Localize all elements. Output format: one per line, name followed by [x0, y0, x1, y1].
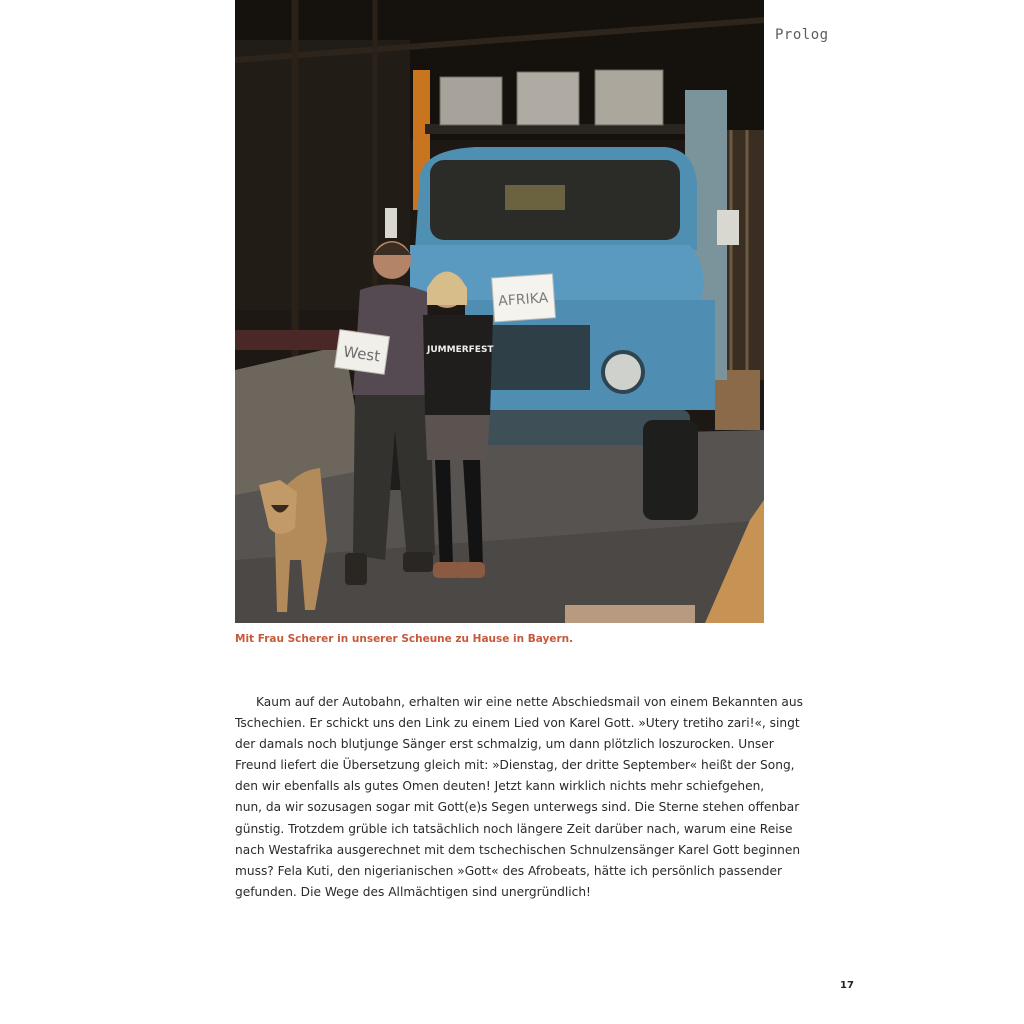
section-title: Prolog	[775, 27, 829, 43]
body-paragraph	[235, 692, 803, 903]
photo-truck-couple-dog	[235, 0, 764, 623]
photo-caption: Mit Frau Scherer in unserer Scheune zu Hause in Bayern.	[235, 633, 574, 645]
body-line: Kaum auf der Autobahn, erhalten wir eine nette Abschiedsmail von einem Bekannten aus	[256, 695, 803, 709]
body-line: muss? Fela Kuti, den nigerianischen »Gott« des Afrobeats, hätte ich persönlich passender	[235, 863, 782, 878]
sign-afrika	[492, 274, 556, 322]
svg-text:AFRIKA: AFRIKA	[497, 290, 549, 310]
body-line: gefunden. Die Wege des Allmächtigen sind unergründlich!	[235, 884, 591, 899]
body-line: der damals noch blutjunge Sänger erst schmalzig, um dann plötzlich loszurocken. Unser	[235, 737, 774, 752]
body-line: nun, da wir sozusagen sogar mit Gott(e)s Segen unterwegs sind. Die Sterne stehen offenbar	[235, 800, 800, 815]
sign-west	[335, 330, 390, 375]
body-line: Tschechien. Er schickt uns den Link zu einem Lied von Karel Gott. »Utery tretiho zari!«, singt	[235, 716, 800, 731]
body-line: Freund liefert die Übersetzung gleich mit: »Dienstag, der dritte September« heißt der Song,	[235, 758, 795, 773]
body-line: den wir ebenfalls als gutes Omen deuten! Jetzt kann wirklich nichts mehr schiefgehen,	[235, 779, 765, 794]
page-number: 17	[840, 980, 854, 991]
body-line: günstig. Trotzdem grüble ich tatsächlich noch längere Zeit darüber nach, warum eine Reise	[235, 821, 793, 836]
shirt-print: JUMMERFEST	[427, 345, 494, 355]
body-line: nach Westafrika ausgerechnet mit dem tschechischen Schnulzensänger Karel Gott beginnen	[235, 842, 801, 857]
svg-text:West: West	[342, 342, 382, 366]
